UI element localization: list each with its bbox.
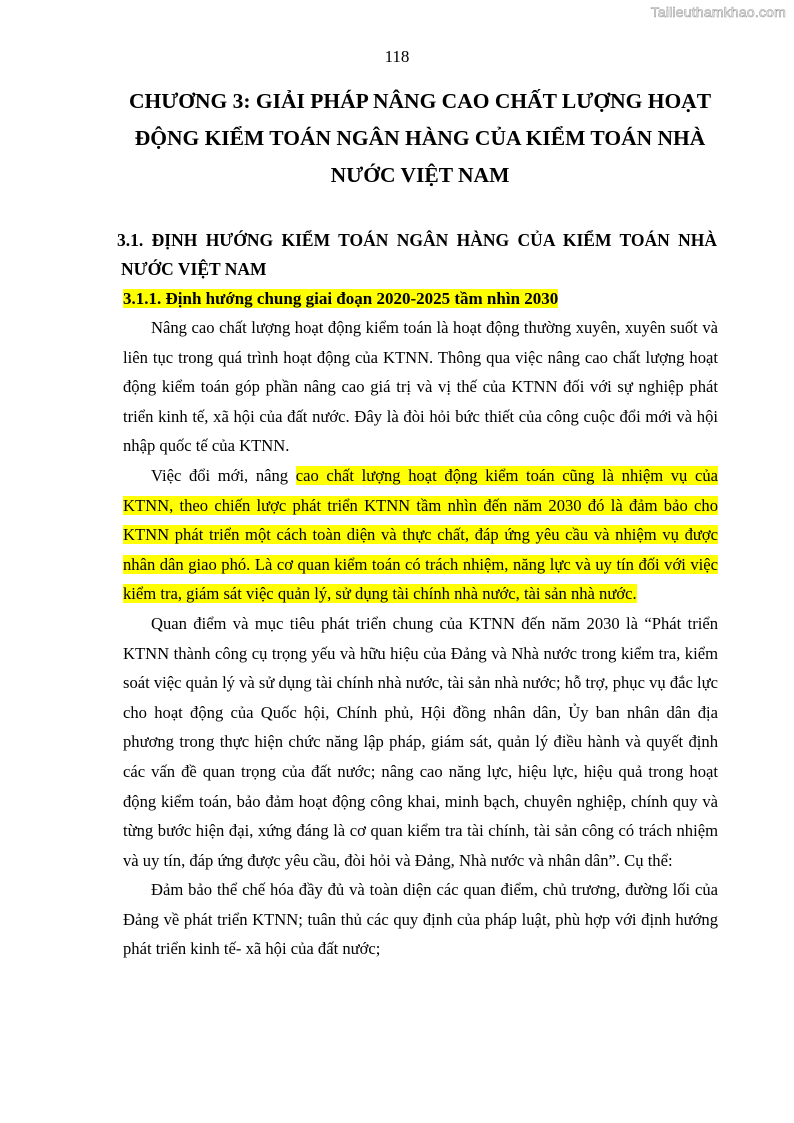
- section-heading-line1: 3.1. ĐỊNH HƯỚNG KIỂM TOÁN NGÂN HÀNG CỦA KIỂM TOÁN NHÀ: [117, 230, 718, 250]
- subsection-heading: [123, 286, 558, 312]
- paragraph-3: Quan điểm và mục tiêu phát triển chung của KTNN đến năm 2030 là “Phát triển KTNN thành công cụ trọng yếu và hữu hiệu của Đảng và Nhà nước trong kiểm tra, kiểm soát việc quản lý và sử dụng tài chính nhà nước, tài sản nhà nước; hỗ trợ, phục vụ đắc lực cho hoạt động của Quốc hội, Chính phủ, Hội đồng nhân dân, Ủy ban nhân dân địa phương trong thực hiện chức năng lập pháp, giám sát, quản lý điều hành và quyết định các vấn đề quan trọng của đất nước; nâng cao năng lực, hiệu lực, hiệu quả trong hoạt động kiểm toán, bảo đảm hoạt động công khai, minh bạch, chuyên nghiệp, chính quy và từng bước hiện đại, xứng đáng là cơ quan kiểm tra tài chính, tài sản công có trách nhiệm và uy tín, đáp ứng được yêu cầu, đòi hỏi và Đảng, Nhà nước và nhân dân”. Cụ thể:: [123, 613, 718, 870]
- body-text: [123, 313, 718, 964]
- watermark: Tailieuthamkhao.com: [650, 4, 786, 20]
- paragraph-2-highlighted: cao chất lượng hoạt động kiểm toán cũng là nhiệm vụ của KTNN, theo chiến lược phát triển KTNN tầm nhìn đến năm 2030 đó là đảm bảo cho KTNN phát triển một cách toàn diện và thực chất, đáp ứng yêu cầu và nhiệm vụ được nhân dân giao phó. Là cơ quan kiểm toán có trách nhiệm, năng lực và uy tín đối với việc kiểm tra, giám sát việc quản lý, sử dụng tài chính nhà nước, tài sản nhà nước.: [123, 465, 719, 604]
- section-heading-line2: NƯỚC VIỆT NAM: [121, 259, 267, 279]
- paragraph-2: [123, 461, 718, 609]
- paragraph-4: Đảm bảo thể chế hóa đầy đủ và toàn diện các quan điểm, chủ trương, đường lối của Đảng về phát triển KTNN; tuân thủ các quy định của pháp luật, phù hợp với định hướng phát triển kinh tế- xã hội của đất nước;: [123, 880, 718, 959]
- section-heading: [117, 226, 719, 284]
- chapter-title: CHƯƠNG 3: GIẢI PHÁP NÂNG CAO CHẤT LƯỢNG HOẠT ĐỘNG KIỂM TOÁN NGÂN HÀNG CỦA KIỂM TOÁN NHÀ NƯỚC VIỆT NAM: [128, 89, 712, 187]
- subsection-heading-text: 3.1.1. Định hướng chung giai đoạn 2020-2025 tầm nhìn 2030: [123, 289, 559, 308]
- paragraph-2-plain: Việc đổi mới, nâng: [151, 465, 296, 485]
- paragraph-1: Nâng cao chất lượng hoạt động kiểm toán là hoạt động thường xuyên, xuyên suốt và liên tục trong quá trình hoạt động của KTNN. Thông qua việc nâng cao chất lượng hoạt động kiểm toán góp phần nâng cao giá trị và vị thế của KTNN đối với sự nghiệp phát triển kinh tế, xã hội của đất nước. Đây là đòi hỏi bức thiết của công cuộc đổi mới và hội nhập quốc tế của KTNN.: [123, 318, 718, 456]
- page-number: 118: [384, 47, 410, 66]
